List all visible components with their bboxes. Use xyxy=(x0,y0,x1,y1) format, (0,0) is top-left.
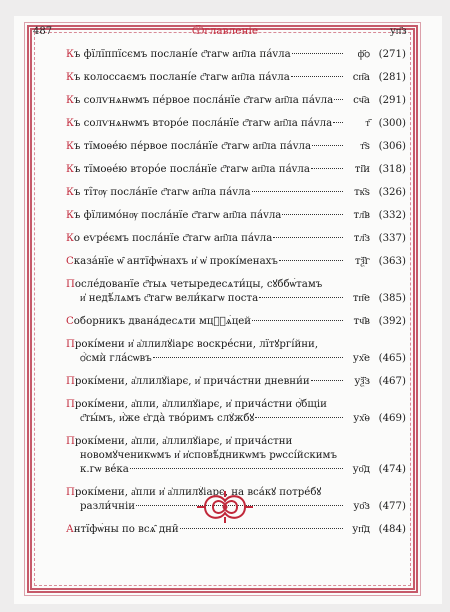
toc-entry-line: рокі́мени, а҆пли, а҆ллилꙋ́іарє, и҆ прича́стни ѻ҆́бщіи xyxy=(74,399,327,410)
page-ref: (469) xyxy=(378,413,406,424)
dot-leader xyxy=(311,380,343,381)
page-number: 487 xyxy=(33,26,53,37)
dot-leader xyxy=(334,99,343,100)
page-ref: (300) xyxy=(378,118,406,129)
toc-entry-initial: С xyxy=(66,256,74,267)
page-ref: (318) xyxy=(378,164,406,175)
toc-entry[interactable] xyxy=(66,375,406,389)
toc-entry-text xyxy=(66,435,292,449)
dot-leader xyxy=(153,357,343,358)
toc-entry-text xyxy=(66,278,322,292)
page-ref: (332) xyxy=(378,210,406,221)
slavonic-page-ref: ух҃ѳ xyxy=(353,413,370,424)
toc-entry-line: рокі́мени и҆ а҆ллилꙋ́іарє воскре́сни, лїтꙋргі́йни, xyxy=(74,339,319,350)
dot-leader xyxy=(291,76,343,77)
slavonic-page-number: уп҃з xyxy=(390,26,407,37)
toc-entry-initial: П xyxy=(66,436,75,447)
dot-leader xyxy=(282,214,343,215)
slavonic-page-ref: тѯ҃г xyxy=(355,256,370,267)
toc-entry-line: ъ тїмоѳе́ю второ́е посла́нїе с҃тагѡ ап҃ла па́vла xyxy=(73,164,310,175)
toc-entry[interactable] xyxy=(66,117,406,131)
toc-entry-initial: К xyxy=(66,49,74,60)
toc-entry[interactable] xyxy=(66,232,406,246)
toc-entry-line: ъ фїлимо́нѹ посла́нїе с҃тагѡ ап҃ла па́vла xyxy=(73,210,282,221)
slavonic-page-ref: уп҃д xyxy=(352,524,370,535)
toc-entry-initial: К xyxy=(66,233,74,244)
dot-leader xyxy=(312,145,343,146)
page-title: Ѿглавлeніе xyxy=(191,25,259,37)
page-ref: (467) xyxy=(378,376,406,387)
toc-entry-text xyxy=(66,48,291,62)
toc-entry-text xyxy=(66,140,311,154)
dot-leader xyxy=(273,237,343,238)
toc-entry-line: каза́нїе ѡ̑ антїфѡ́нахъ и҆ ѡ҆ прокі́менахъ xyxy=(73,256,278,267)
toc-entry-initial: П xyxy=(66,376,75,387)
toc-entry-line: ъ фїлїппїсємъ послані́е с҃тагѡ ап҃ла па́vла xyxy=(73,49,291,60)
page-ref: (484) xyxy=(378,524,406,535)
toc-entry-line: рокі́мени, а҆пли и҆ а҆ллилꙋ́іарє, на вса́кꙋ потре́бꙋ xyxy=(74,487,322,498)
toc-entry-initial: К xyxy=(66,95,74,106)
toc-entry-initial: К xyxy=(66,187,74,198)
toc-entry[interactable] xyxy=(66,71,406,85)
toc-entry-text xyxy=(66,94,333,108)
toc-entry-initial: П xyxy=(66,487,75,498)
dot-leader xyxy=(180,528,343,529)
toc-entry-line: оборникъ двана́десѧти мцⷭ҇ѧ́цей xyxy=(73,316,252,327)
toc-entry-text xyxy=(66,209,281,223)
toc-entry[interactable] xyxy=(66,435,406,477)
toc-entry[interactable] xyxy=(66,163,406,177)
dot-leader xyxy=(255,417,343,418)
page-header xyxy=(0,24,450,40)
toc-entry-text xyxy=(66,232,272,246)
page-ref: (363) xyxy=(378,256,406,267)
toc-entry-initial: К xyxy=(66,164,74,175)
toc-entry-text xyxy=(66,352,152,366)
toc-entry-initial: С xyxy=(66,316,74,327)
page-ref: (281) xyxy=(378,72,406,83)
toc-entry-text xyxy=(66,255,278,269)
slavonic-page-ref: ух҃е xyxy=(352,353,370,364)
slavonic-page-ref: уо҃з xyxy=(353,501,370,512)
page-ref: (326) xyxy=(378,187,406,198)
dot-leader xyxy=(130,468,343,469)
page-ref: (291) xyxy=(378,95,406,106)
slavonic-page-ref: тл҃в xyxy=(353,210,370,221)
toc-entry-line: ъ тїмоѳе́ю пе́рвое посла́нїе с҃тагѡ ап҃ла па́vла xyxy=(73,141,312,152)
page-ref: (337) xyxy=(378,233,406,244)
toc-entry-line: новомꙋ́ченикѡмъ и҆ и҆сповѣ́дникѡмъ рѡссі́йскимъ xyxy=(80,450,337,461)
toc-entry[interactable] xyxy=(66,186,406,200)
page-ref: (465) xyxy=(378,353,406,364)
toc-entry-text xyxy=(66,412,254,426)
toc-entry-text xyxy=(66,500,135,514)
dot-leader xyxy=(259,297,343,298)
toc-entry-line: ъ солѵнѧнѡмъ пе́рвое посла́нїе с҃тагѡ ап҃ла па́vла xyxy=(73,95,334,106)
dot-leader xyxy=(311,168,343,169)
toc-entry[interactable] xyxy=(66,398,406,426)
toc-entry-text xyxy=(66,463,129,477)
toc-entry[interactable] xyxy=(66,48,406,62)
toc-entry-text xyxy=(66,398,327,412)
toc-entry[interactable] xyxy=(66,315,406,329)
toc-entry-line: и҆ недѣ́лѧмъ с҃тагѡ вели́кагѡ поста xyxy=(80,293,259,304)
toc-entry-line: ъ тї́тѹ посла́нїе с҃тагѡ ап҃ла па́vла xyxy=(73,187,251,198)
page-ref: (392) xyxy=(378,316,406,327)
toc-entry-initial: К xyxy=(66,72,74,83)
knot-ornament-icon xyxy=(195,487,255,527)
toc-entry-text xyxy=(66,186,251,200)
toc-entry-text xyxy=(66,71,290,85)
slavonic-page-ref: тп҃е xyxy=(352,293,370,304)
slavonic-page-ref: тк҃ѕ xyxy=(354,187,370,198)
toc-entry[interactable] xyxy=(66,255,406,269)
slavonic-page-ref: сч҃а xyxy=(353,95,370,106)
toc-entry-initial: П xyxy=(66,399,75,410)
toc-entry-line: ъ колоссаємъ послані́е с҃тагѡ ап҃ла па́vла xyxy=(73,72,290,83)
slavonic-page-ref: тч҃в xyxy=(353,316,370,327)
dot-leader xyxy=(333,122,343,123)
dot-leader xyxy=(292,53,343,54)
toc-entry-text xyxy=(66,338,318,352)
toc-entry-initial: П xyxy=(66,339,75,350)
toc-entry-text xyxy=(66,375,310,389)
page-ref: (306) xyxy=(378,141,406,152)
slavonic-page-ref: сп҃а xyxy=(352,72,370,83)
toc-entry-line: с҃ты́мъ, и҆̀же є҆гда̀ тво́римъ слꙋ́жбꙋ xyxy=(80,413,255,424)
table-of-contents xyxy=(66,48,406,546)
toc-entry-line: к.гѡ ве́ка xyxy=(80,464,129,475)
toc-entry[interactable] xyxy=(66,338,406,366)
toc-entry-line: ѻ҆́смѝ гла́сѡвъ xyxy=(80,353,152,364)
toc-entry-text xyxy=(66,486,321,500)
slavonic-page-ref: тл҃з xyxy=(353,233,370,244)
toc-entry-initial: К xyxy=(66,118,74,129)
toc-entry-line: рокі́мени, а҆пли, а҆ллилꙋ́іарє, и҆ прича́стни xyxy=(74,436,293,447)
toc-entry-text xyxy=(66,523,179,537)
toc-entry-text xyxy=(66,117,332,131)
slavonic-page-ref: ті҃и xyxy=(354,164,370,175)
toc-entry-initial: П xyxy=(66,279,75,290)
page-ref: (385) xyxy=(378,293,406,304)
slavonic-page-ref: уѯ҃з xyxy=(354,376,370,387)
toc-entry-line: нтїфѡ́ны по всѧ̑ дни̑ xyxy=(73,524,179,535)
toc-entry-text xyxy=(66,163,310,177)
toc-entry[interactable] xyxy=(66,140,406,154)
toc-entry-initial: К xyxy=(66,141,74,152)
dot-leader xyxy=(252,191,343,192)
dot-leader xyxy=(252,320,343,321)
toc-entry-text xyxy=(66,449,337,463)
toc-entry[interactable] xyxy=(66,94,406,108)
toc-entry-initial: А xyxy=(66,524,74,535)
page-ref: (477) xyxy=(378,501,406,512)
slavonic-page-ref: ф҃ѻ xyxy=(357,49,370,60)
toc-entry-line: разли́чніи xyxy=(80,501,135,512)
toc-entry[interactable] xyxy=(66,209,406,223)
toc-entry-text xyxy=(66,315,251,329)
page-ref: (271) xyxy=(378,49,406,60)
slavonic-page-ref: уо҃д xyxy=(352,464,370,475)
toc-entry-line: рокі́мени, а҆ллилꙋ́іарє, и҆ прича́стни дневни́и xyxy=(74,376,310,387)
toc-entry-line: о еѵре́ємъ посла́нїе с҃тагѡ ап҃ла па́vла xyxy=(73,233,273,244)
page-ref: (474) xyxy=(378,464,406,475)
slavonic-page-ref: т҃ xyxy=(365,118,370,129)
toc-entry-line: ъ солѵнѧнѡмъ второ́е посла́нїе с҃тагѡ ап҃ла па́vла xyxy=(73,118,333,129)
toc-entry-initial: К xyxy=(66,210,74,221)
dot-leader xyxy=(279,260,343,261)
toc-entry[interactable] xyxy=(66,278,406,306)
toc-entry-text xyxy=(66,292,258,306)
toc-entry-line: осле́дованїе с҃тыѧ четыредесѧти́цы, сꙋббѡ́тамъ xyxy=(74,279,323,290)
slavonic-page-ref: т҃ѕ xyxy=(360,141,370,152)
